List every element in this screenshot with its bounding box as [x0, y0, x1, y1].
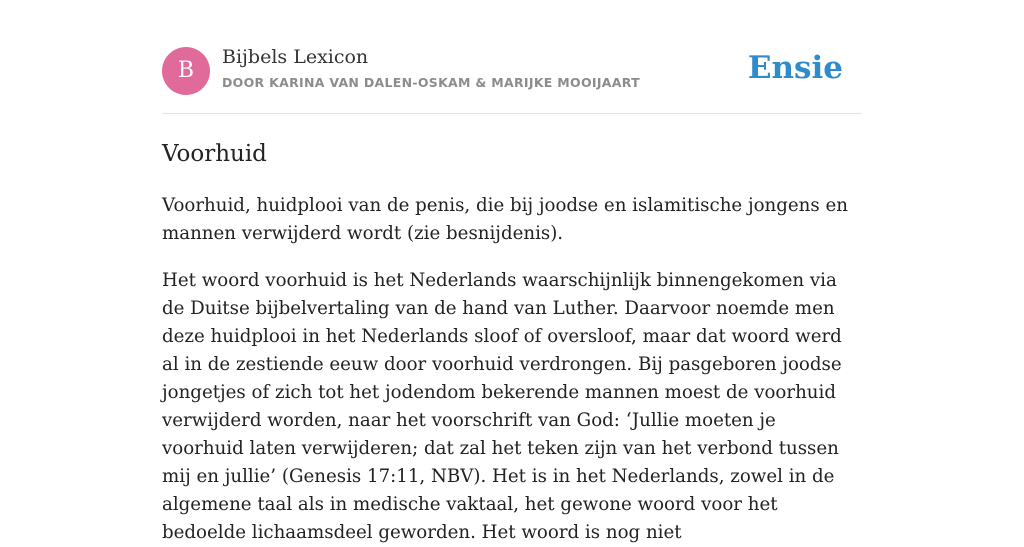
entry-title: Voorhuid — [162, 141, 267, 167]
paragraph: Het woord voorhuid is het Nederlands waarschijnlijk binnengekomen via de Duitse bijbelvertaling van de hand van Luther. Daarvoor noemde men deze huidplooi in het Nederlands sloof of oversloof, maar dat woord werd al in de zestiende eeuw door voorhuid verdrongen. Bij pasgeboren joodse jongetjes of zich tot het jodendom bekerende mannen moest de voorhuid verwijderd worden, naar het voorschrift van God: ‘Jullie moeten je voorhuid laten verwijderen; dat zal het teken zijn van het verbond tussen mij en jullie’ (Genesis 17:11, NBV). Het is in het Nederlands, zowel in de algemene taal als in medische vaktaal, het gewone woord voor het bedoelde lichaamsdeel geworden. Het woord is nog niet — [162, 270, 842, 543]
page — [162, 0, 862, 547]
avatar[interactable]: B — [162, 47, 210, 95]
book-title[interactable]: Bijbels Lexicon — [222, 46, 369, 68]
ensie-logo[interactable]: Ensie — [747, 50, 843, 86]
header — [162, 0, 862, 114]
book-authors: DOOR KARINA VAN DALEN-OSKAM & MARIJKE MOOIJAART — [222, 75, 640, 90]
paragraph: Voorhuid, huidplooi van de penis, die bij joodse en islamitische jongens en mannen verwijderd wordt (zie besnijdenis). — [162, 195, 848, 244]
entry-body — [162, 192, 862, 547]
